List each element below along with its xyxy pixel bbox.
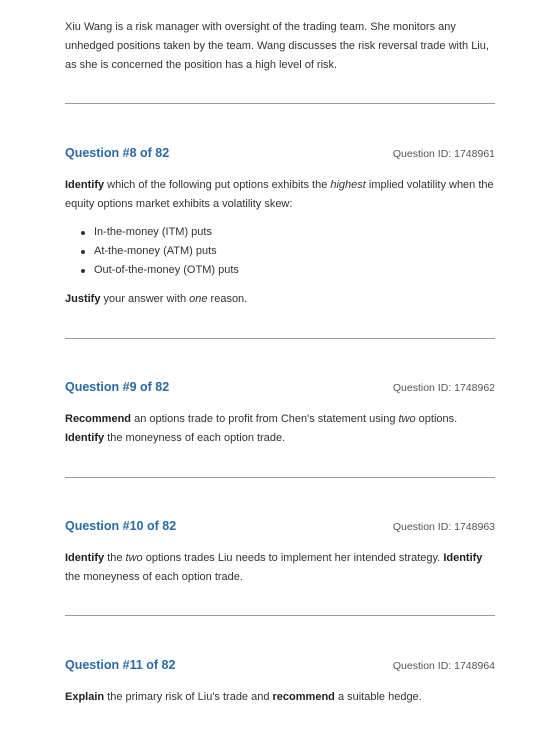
prompt-text: the (104, 552, 126, 564)
question-prompt (65, 688, 495, 707)
emphasis-text: two (125, 552, 143, 564)
section-divider (65, 615, 495, 616)
option-item: At-the-money (ATM) puts (94, 242, 494, 261)
prompt-text: reason. (207, 293, 248, 305)
instruction-verb: recommend (272, 691, 335, 703)
question-title: Question #11 of 82 (65, 658, 176, 672)
question-header (65, 519, 495, 537)
instruction-verb: Identify (65, 432, 105, 444)
emphasis-text: two (398, 413, 416, 425)
section-divider (65, 477, 495, 478)
question-header (65, 380, 495, 398)
question-prompt (65, 410, 495, 448)
prompt-text: which of the following put options exhibits the (104, 179, 331, 191)
instruction-verb: Recommend (65, 413, 132, 425)
question-prompt (65, 176, 495, 214)
prompt-text: implied volatility when the equity options market exhibits a volatility skew: (65, 179, 494, 210)
instruction-verb: Explain (65, 691, 105, 703)
instruction-verb: Identify (65, 552, 105, 564)
case-intro-text: Xiu Wang is a risk manager with oversight of the trading team. She monitors any unhedged positions taken by the team. Wang discusses the risk reversal trade with Liu, as she is concerned the position has a high level of risk. (65, 21, 489, 71)
question-title: Question #9 of 82 (65, 380, 170, 394)
question-prompt (65, 290, 495, 309)
prompt-text: the moneyness of each option trade. (65, 571, 243, 583)
instruction-verb: Justify (65, 293, 101, 305)
question-id: Question ID: 1748961 (392, 148, 495, 160)
instruction-verb: Identify (65, 179, 105, 191)
prompt-text: options. (415, 413, 458, 425)
question-id: Question ID: 1748964 (392, 660, 495, 672)
prompt-text: the moneyness of each option trade. (104, 432, 286, 444)
question-id: Question ID: 1748963 (392, 521, 495, 533)
question-header (65, 146, 495, 164)
question-title: Question #8 of 82 (65, 146, 170, 160)
prompt-text: your answer with (100, 293, 190, 305)
question-header (65, 658, 495, 676)
section-divider (65, 338, 495, 339)
section-divider (65, 103, 495, 104)
emphasis-text: one (189, 293, 208, 305)
instruction-verb: Identify (443, 552, 483, 564)
question-id: Question ID: 1748962 (392, 382, 495, 394)
question-title: Question #10 of 82 (65, 519, 177, 533)
question-prompt (65, 549, 495, 587)
option-item: Out-of-the-money (OTM) puts (94, 261, 494, 280)
prompt-text: options trades Liu needs to implement her intended strategy. (142, 552, 444, 564)
prompt-text: a suitable hedge. (334, 691, 422, 703)
prompt-text: the primary risk of Liu's trade and (104, 691, 273, 703)
prompt-text: an options trade to profit from Chen's statement using (131, 413, 399, 425)
option-list (65, 223, 494, 280)
emphasis-text: highest (330, 179, 366, 191)
option-item: In-the-money (ITM) puts (94, 223, 494, 242)
